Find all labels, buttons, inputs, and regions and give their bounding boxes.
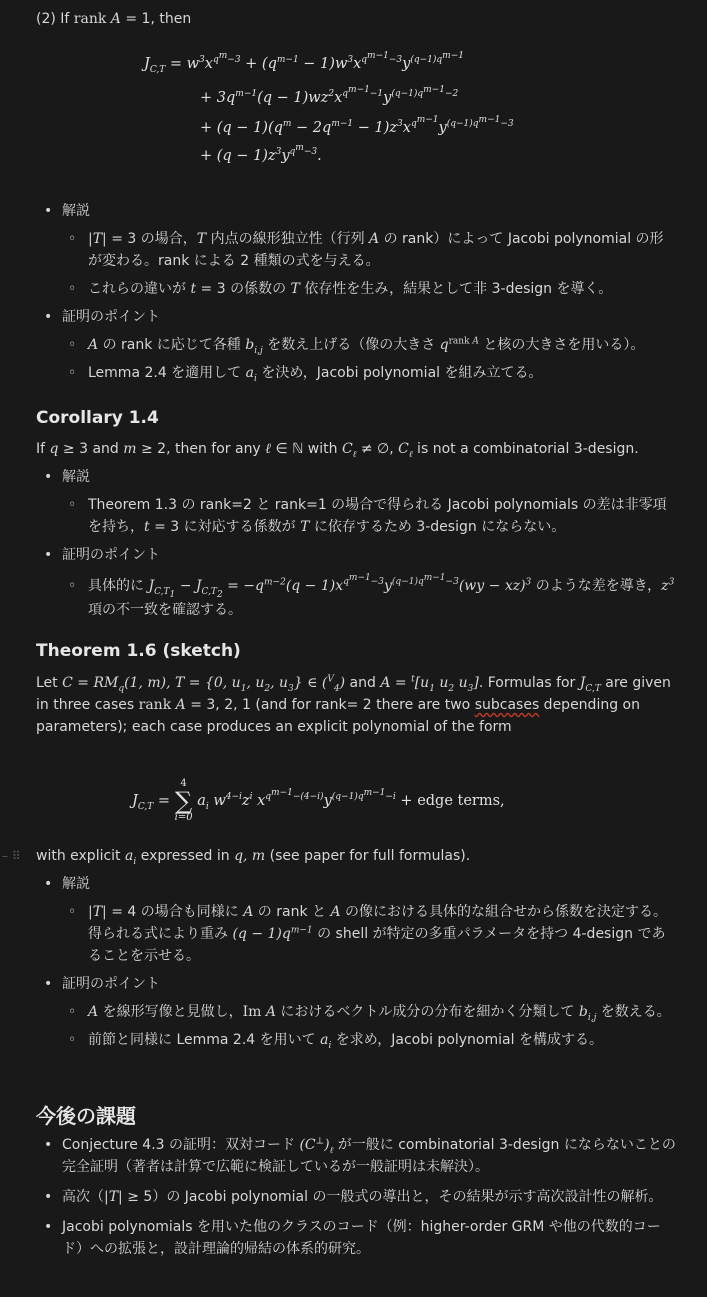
corollary-title: Corollary 1.4 xyxy=(36,408,159,428)
kaisetsu-bullet xyxy=(36,200,676,222)
future-title: 今後の課題 xyxy=(36,1104,136,1128)
kaisetsu-bullet xyxy=(36,873,676,895)
formula-line-4: + $(q - 1)z^3y^{q^m-3}$. xyxy=(200,143,322,164)
proof-point-bullet xyxy=(36,973,676,995)
future-list xyxy=(36,1134,676,1260)
general-form-line: $J_{C,T}$ = 4 ∑ i=0 $a_i$ $w^{4-i}z^i$ $x^{q^{m-1}-(4-i)}y^{(q-1)q^{m-1}-i}$ + edge terms, xyxy=(132,778,505,823)
list-item: • Jacobi polynomials を用いた他のクラスのコード（例：higher-order GRM や他の代数的コード）への拡張と，設計理論的帰結の体系的研究。 xyxy=(36,1216,676,1260)
section1-list xyxy=(36,200,676,384)
theorem-title: Theorem 1.6 (sketch) xyxy=(36,641,241,661)
corollary-statement: If q ≥ 3 and m ≥ 2, then for any ℓ ∈ ℕ with $C_\ell$ ≠ ∅, $C_\ell$ is not a combinatorial 3-design. xyxy=(36,441,639,460)
list-item: ◦ Theorem 1.3 の rank=2 と rank=1 の場合で得られる Jacobi polynomials の差は非零項を持ち，t = 3 に対応する係数が T に依存するため 3-design にならない。 xyxy=(36,494,676,538)
proof-point-label: 証明のポイント xyxy=(62,309,160,325)
list-item: ◦ |T| = 4 の場合も同様に A の rank と A の像における具体的な組合せから係数を決定する。得られる式により重み $(q - 1)q^{m-1}$ の shell が特定の多重パラメータを持つ 4-design であることを示せる。 xyxy=(36,901,676,967)
formula-line-1: $J_{C,T} = w^3x^{q^m-3} + (q^{m-1} - 1)w^3x^{q^{m-1}-3}y^{(q-1)q^{m-1}}$ xyxy=(144,51,464,75)
formula-line-2: + $3q^{m-1}(q - 1)wz^2x^{q^{m-1}-1}y^{(q-1)q^{m-1}-2}$ xyxy=(200,85,459,106)
list-item: ◦ これらの違いが t = 3 の係数の T 依存性を生み，結果として非 3-design を導く。 xyxy=(36,278,676,300)
list-item: ◦ 前節と同様に Lemma 2.4 を用いて $a_i$ を求め，Jacobi polynomial を構成する。 xyxy=(36,1029,676,1051)
theorem-list xyxy=(36,873,676,1051)
theorem-after: – ⠿ with explicit $a_i$ expressed in q, m (see paper for full formulas). xyxy=(36,845,676,867)
kaisetsu-bullet xyxy=(36,466,676,488)
kaisetsu-label: 解説 xyxy=(62,876,90,892)
formula-line-3: + $(q - 1)(q^m - 2q^{m-1} - 1)z^3x^{q^{m-1}}y^{(q-1)q^{m-1}-3}$ xyxy=(200,115,514,136)
list-item: ◦ 具体的に $J_{C,T_1} - J_{C,T_2} = -q^{m-2}(q - 1)x^{q^{m-1}-3}y^{(q-1)q^{m-1}-3}(wy - xz)^3$ のような差を導き，$z^3$ 項の不一致を確認する。 xyxy=(36,574,676,622)
list-item: • 高次（|T| ≥ 5）の Jacobi polynomial の一般式の導出と，その結果が示す高次設計性の解析。 xyxy=(36,1186,676,1208)
list-item: ◦ Lemma 2.4 を適用して $a_i$ を決め，Jacobi polynomial を組み立てる。 xyxy=(36,362,676,384)
case-intro: (2) If rank A = 1, then xyxy=(36,11,192,27)
corollary-list xyxy=(36,466,676,622)
proof-point-label: 証明のポイント xyxy=(62,547,160,563)
list-item: • Conjecture 4.3 の証明：双対コード $(C^\perp)_\ell$ が一般に combinatorial 3-design にならないことの完全証明（著者は計算で広範に検証しているが一般証明は未解決）。 xyxy=(36,1134,676,1178)
drag-handle-icon[interactable]: – ⠿ xyxy=(2,849,21,863)
list-item: ◦ A を線形写像と見做し，Im A におけるベクトル成分の分布を細かく分類して $b_{i,j}$ を数える。 xyxy=(36,1001,676,1023)
list-item: ◦ |T| = 3 の場合，T 内点の線形独立性（行列 A の rank）によって Jacobi polynomial の形が変わる。rank による 2 種類の式を与える。 xyxy=(36,228,676,272)
proof-point-bullet xyxy=(36,306,676,328)
theorem-statement: Let $C = RM_q(1$, m), T = {0, $u_1$, $u_2$, $u_3$} ∈ ($^V_4$) and $A = ^t[u_1$ $u_2$ $u_3$]. Formulas for $J_{C,T}$ are given in three cases rank A = 3, 2, 1 (and for rank= 2 there are two subcases depending on parameters); each case produces an explicit polynomial of the form xyxy=(36,674,671,735)
list-item: ◦ A の rank に応じて各種 $b_{i,j}$ を数え上げる（像の大きさ $q^{rank A}$ と核の大きさを用いる）。 xyxy=(36,334,676,356)
proof-point-bullet xyxy=(36,544,676,566)
proof-point-label: 証明のポイント xyxy=(62,976,160,992)
kaisetsu-label: 解説 xyxy=(62,469,90,485)
kaisetsu-label: 解説 xyxy=(62,203,90,219)
